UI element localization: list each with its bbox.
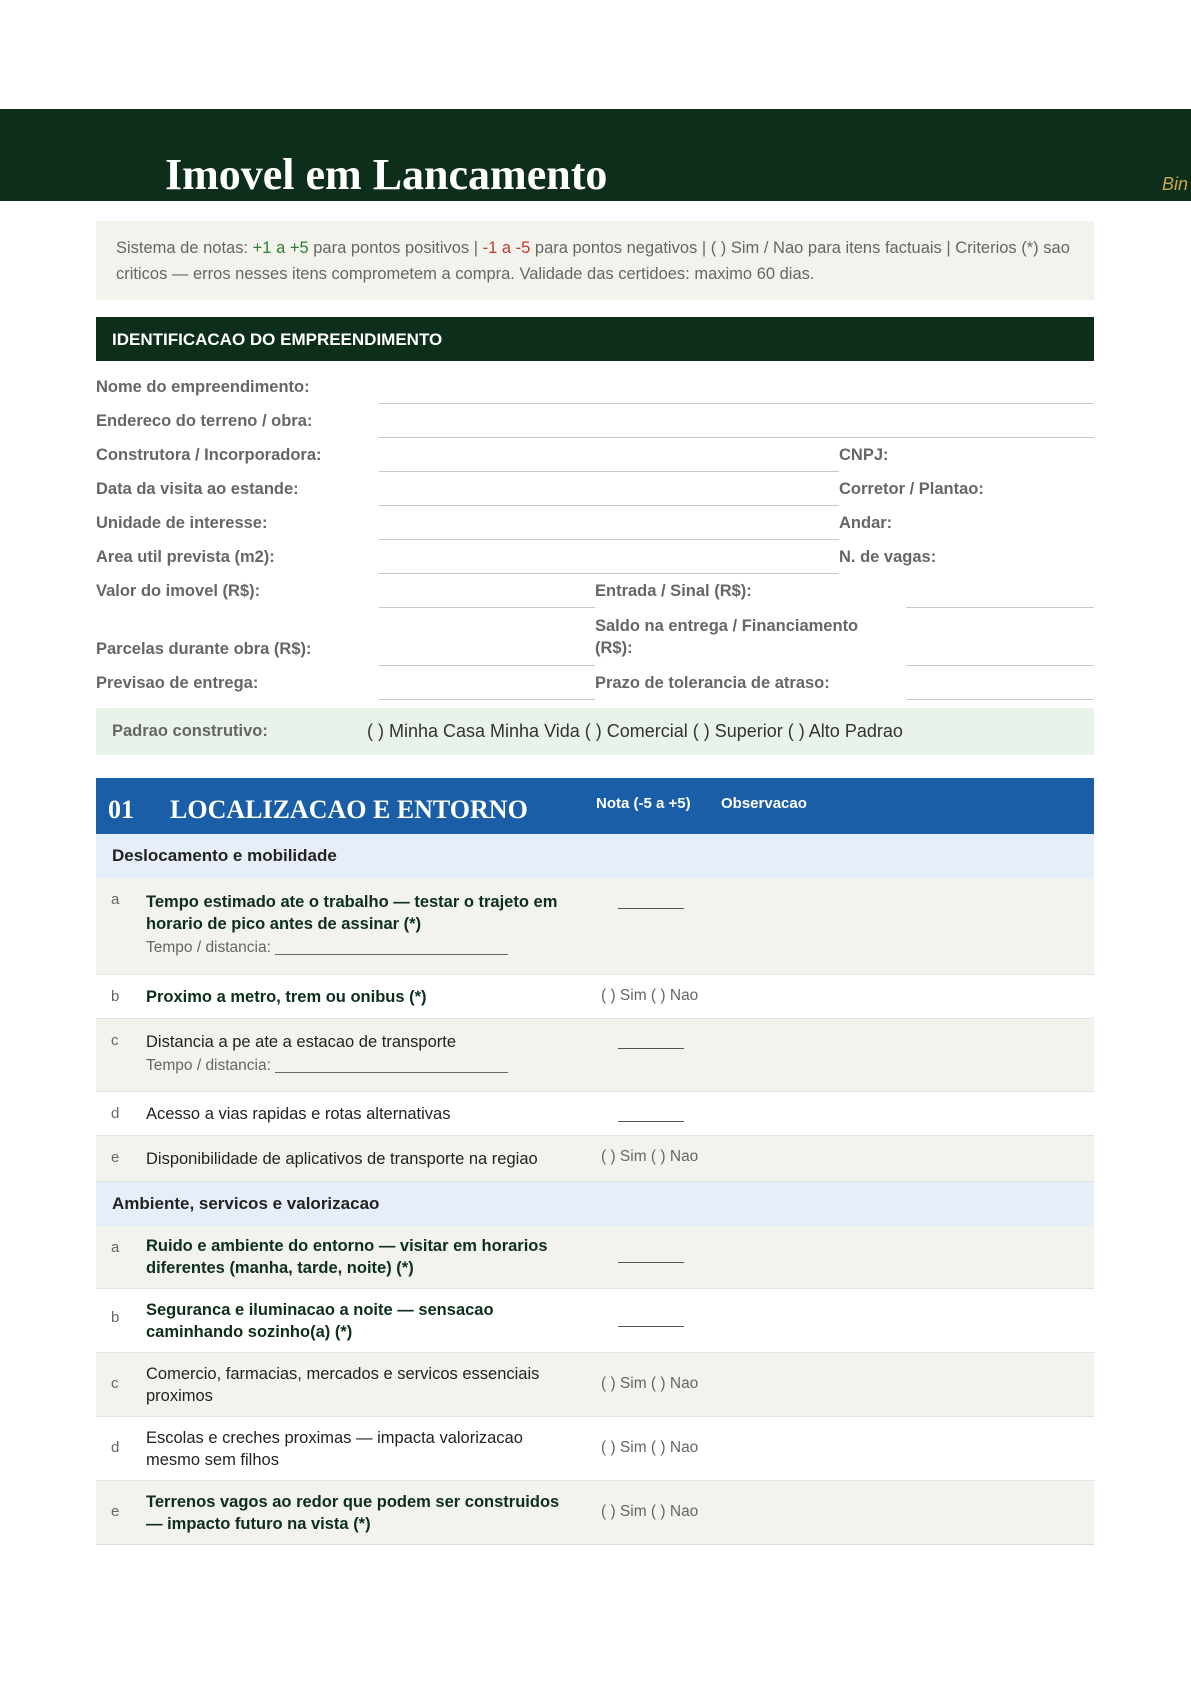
label-previsao: Previsao de entrega: xyxy=(96,674,259,692)
label-area: Area util prevista (m2): xyxy=(96,548,275,566)
score-blank[interactable] xyxy=(618,1326,684,1327)
group-deslocamento-header: Deslocamento e mobilidade xyxy=(96,834,1094,878)
row-letter: a xyxy=(111,891,120,908)
brand-text: Bin xyxy=(1162,174,1189,194)
sim-nao-choice[interactable]: ( ) Sim ( ) Nao xyxy=(601,1439,699,1456)
section-title: LOCALIZACAO E ENTORNO xyxy=(170,795,528,824)
score-blank[interactable] xyxy=(618,908,684,909)
label-parcelas: Parcelas durante obra (R$): xyxy=(96,640,312,658)
label-prazo: Prazo de tolerancia de atraso: xyxy=(595,674,830,692)
row-letter: d xyxy=(111,1439,120,1456)
negative-range: -1 a -5 xyxy=(482,239,531,257)
table-row xyxy=(96,1092,1094,1136)
label-nome: Nome do empreendimento: xyxy=(96,378,310,396)
row-letter: c xyxy=(111,1375,119,1392)
field-saldo[interactable] xyxy=(906,665,1094,666)
padrao-label: Padrao construtivo: xyxy=(112,722,268,740)
label-andar: Andar: xyxy=(839,514,893,532)
field-valor[interactable] xyxy=(379,607,595,608)
field-previsao[interactable] xyxy=(379,699,595,700)
row-text: Tempo estimado ate o trabalho — testar o trajeto em horario de pico antes de assinar (*) xyxy=(146,893,558,933)
section-number: 01 xyxy=(108,795,134,824)
label-data-visita: Data da visita ao estande: xyxy=(96,480,299,498)
sim-nao-choice[interactable]: ( ) Sim ( ) Nao xyxy=(601,1503,699,1520)
row-text: Comercio, farmacias, mercados e servicos essenciais proximos xyxy=(146,1365,540,1405)
table-row xyxy=(96,1019,1094,1092)
row-text: Disponibilidade de aplicativos de transporte na regiao xyxy=(146,1150,538,1168)
label-unidade: Unidade de interesse: xyxy=(96,514,268,532)
field-parcelas[interactable] xyxy=(379,665,595,666)
table-row xyxy=(96,1226,1094,1289)
nota-column-header: Nota (-5 a +5) xyxy=(596,795,691,812)
row-text: Escolas e creches proximas — impacta valorizacao mesmo sem filhos xyxy=(146,1429,523,1469)
label-construtora: Construtora / Incorporadora: xyxy=(96,446,322,464)
table-row xyxy=(96,1136,1094,1182)
row-subline[interactable]: Tempo / distancia: ___________________________ xyxy=(146,1057,508,1074)
section-01-header xyxy=(96,778,1094,834)
score-blank[interactable] xyxy=(618,1048,684,1049)
row-text: Seguranca e iluminacao a noite — sensacao caminhando sozinho(a) (*) xyxy=(146,1301,494,1341)
group-ambiente-header: Ambiente, servicos e valorizacao xyxy=(96,1182,1094,1226)
table-row xyxy=(96,975,1094,1019)
notes-text-3: para pontos negativos | ( ) Sim / Nao para itens factuais | Criterios (*) sao criticos — erros nesses itens comprometem a compra. Validade das certidoes: maximo 60 dias. xyxy=(116,239,1070,283)
label-saldo-line1: Saldo na entrega / Financiamento xyxy=(595,617,859,635)
row-text: Distancia a pe ate a estacao de transporte xyxy=(146,1033,457,1051)
scoring-notes xyxy=(96,221,1094,300)
field-construtora[interactable] xyxy=(379,471,839,472)
row-letter: c xyxy=(111,1032,119,1049)
label-cnpj: CNPJ: xyxy=(839,446,889,464)
label-saldo-line2: (R$): xyxy=(595,639,633,657)
row-letter: b xyxy=(111,1309,120,1326)
field-endereco[interactable] xyxy=(379,437,1094,438)
observacao-column-header: Observacao xyxy=(721,795,807,812)
page-banner xyxy=(0,109,1191,201)
bottom-divider xyxy=(96,1544,1094,1545)
score-blank[interactable] xyxy=(618,1121,684,1122)
row-text: Ruido e ambiente do entorno — visitar em horarios diferentes (manha, tarde, noite) (*) xyxy=(146,1237,548,1277)
label-corretor: Corretor / Plantao: xyxy=(839,480,984,498)
table-row xyxy=(96,1289,1094,1353)
table-row xyxy=(96,878,1094,975)
padrao-construtivo-row xyxy=(96,708,1094,755)
field-entrada[interactable] xyxy=(906,607,1094,608)
label-valor: Valor do imovel (R$): xyxy=(96,582,261,600)
field-nome[interactable] xyxy=(379,403,1094,404)
positive-range: +1 a +5 xyxy=(252,239,309,257)
row-letter: b xyxy=(111,988,120,1005)
row-letter: e xyxy=(111,1149,120,1166)
row-letter: d xyxy=(111,1105,120,1122)
row-text: Terrenos vagos ao redor que podem ser construidos — impacto futuro na vista (*) xyxy=(146,1493,560,1533)
row-subline[interactable]: Tempo / distancia: ___________________________ xyxy=(146,939,508,956)
label-endereco: Endereco do terreno / obra: xyxy=(96,412,313,430)
score-blank[interactable] xyxy=(618,1262,684,1263)
sim-nao-choice[interactable]: ( ) Sim ( ) Nao xyxy=(601,1375,699,1392)
row-letter: e xyxy=(111,1503,120,1520)
page-title: Imovel em Lancamento xyxy=(165,150,608,199)
notes-text-1: Sistema de notas: xyxy=(116,239,253,257)
sim-nao-choice[interactable]: ( ) Sim ( ) Nao xyxy=(601,987,699,1004)
row-text: Acesso a vias rapidas e rotas alternativas xyxy=(146,1105,451,1123)
field-unidade[interactable] xyxy=(379,539,839,540)
field-prazo[interactable] xyxy=(906,699,1094,700)
table-row xyxy=(96,1417,1094,1481)
sim-nao-choice[interactable]: ( ) Sim ( ) Nao xyxy=(601,1148,699,1165)
table-row xyxy=(96,1353,1094,1417)
label-vagas: N. de vagas: xyxy=(839,548,937,566)
notes-text-2: para pontos positivos | xyxy=(308,239,483,257)
field-data-visita[interactable] xyxy=(379,505,839,506)
padrao-options[interactable]: ( ) Minha Casa Minha Vida ( ) Comercial ( ) Superior ( ) Alto Padrao xyxy=(367,721,903,741)
label-entrada: Entrada / Sinal (R$): xyxy=(595,582,752,600)
identification-header: IDENTIFICACAO DO EMPREENDIMENTO xyxy=(96,317,1094,361)
label-saldo xyxy=(595,615,858,659)
row-letter: a xyxy=(111,1239,120,1256)
table-row xyxy=(96,1481,1094,1545)
row-text: Proximo a metro, trem ou onibus (*) xyxy=(146,988,427,1006)
field-area[interactable] xyxy=(379,573,839,574)
